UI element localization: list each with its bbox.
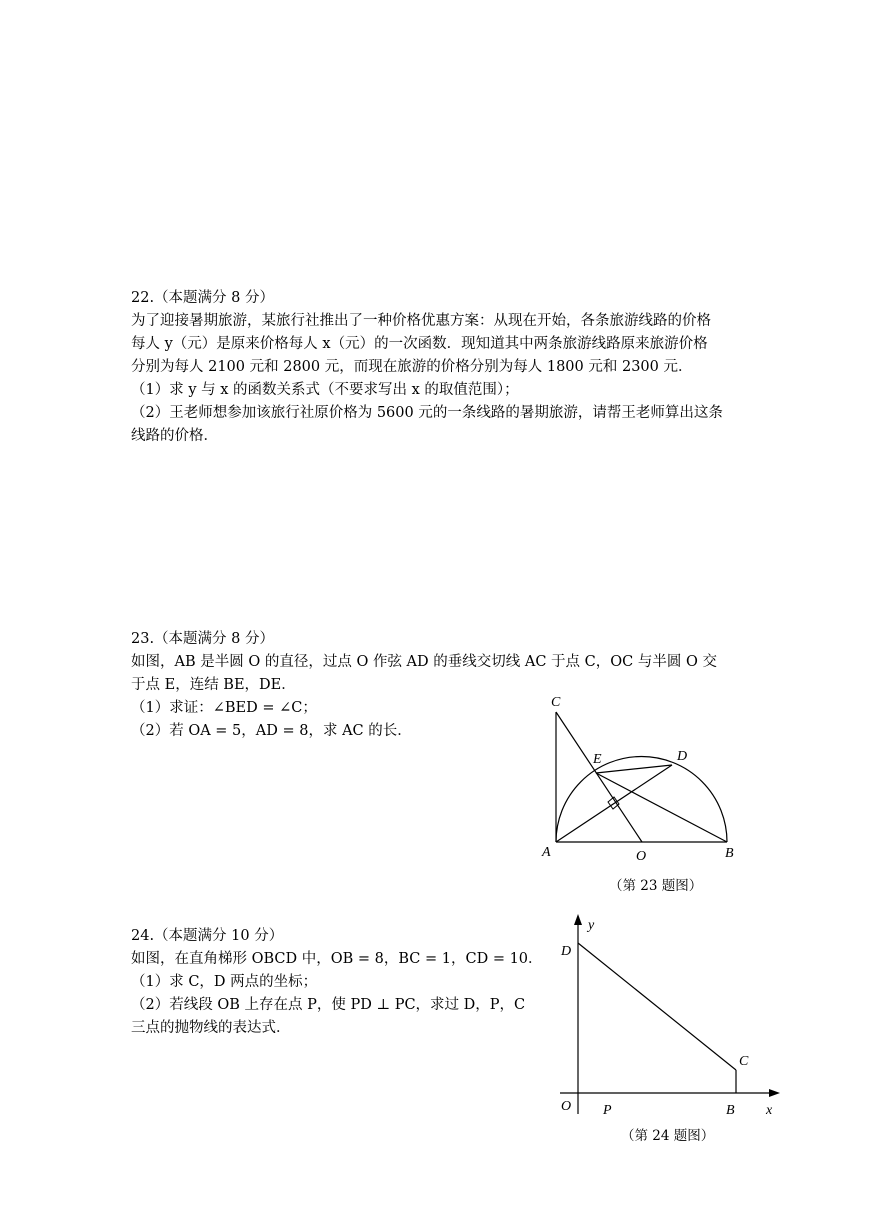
label-b: B — [725, 846, 734, 861]
q22-line-1: 为了迎接暑期旅游，某旅行社推出了一种价格优惠方案：从现在开始，各条旅游线路的价格 — [131, 313, 711, 329]
label-x: x — [766, 1103, 773, 1118]
label-a: A — [542, 845, 551, 860]
q23-heading: 23.（本题满分 8 分） — [131, 631, 275, 647]
label-c: C — [551, 695, 561, 710]
label-y: y — [588, 918, 595, 933]
q22-part-1: （1）求 y 与 x 的函数关系式（不要求写出 x 的取值范围）； — [131, 382, 519, 398]
label-c: C — [739, 1054, 749, 1069]
q24-caption: （第 24 题图） — [621, 1128, 715, 1144]
label-b: B — [726, 1103, 735, 1118]
label-p: P — [603, 1103, 612, 1118]
x-axis-arrow-icon — [769, 1089, 780, 1097]
label-o: O — [636, 849, 647, 864]
q24-part-1: （1）求 C，D 两点的坐标； — [131, 974, 318, 990]
label-o: O — [561, 1099, 572, 1114]
y-axis-arrow-icon — [574, 914, 582, 925]
q23-line-1: 如图，AB 是半圆 O 的直径，过点 O 作弦 AD 的垂线交切线 AC 于点 C，OC 与半圆 O 交 — [131, 654, 717, 670]
q22-line-3: 分别为每人 2100 元和 2800 元，而现在旅游的价格分别为每人 1800 元和 2300 元． — [131, 359, 693, 375]
label-d: D — [561, 944, 572, 959]
q23-line-2: 于点 E，连结 BE，DE． — [131, 677, 296, 693]
q24-part-2: （2）若线段 OB 上存在点 P，使 PD ⊥ PC，求过 D，P，C — [131, 997, 526, 1013]
label-d: D — [677, 749, 688, 764]
q23-part-2: （2）若 OA = 5，AD = 8，求 AC 的长． — [131, 723, 412, 739]
label-e: E — [593, 752, 602, 767]
q22-line-2: 每人 y（元）是原来价格每人 x（元）的一次函数．现知道其中两条旅游线路原来旅游价格 — [131, 336, 708, 352]
q24-line-4: 三点的抛物线的表达式． — [131, 1020, 291, 1036]
q23-caption: （第 23 题图） — [609, 878, 703, 894]
q22-heading: 22.（本题满分 8 分） — [131, 290, 275, 306]
q23-part-1: （1）求证：∠BED = ∠C； — [131, 700, 317, 716]
q24-heading: 24.（本题满分 10 分） — [131, 928, 284, 944]
q22-line-6: 线路的价格． — [131, 428, 218, 444]
segment-dc — [578, 943, 736, 1070]
q24-line-1: 如图，在直角梯形 OBCD 中，OB = 8，BC = 1，CD = 10． — [131, 951, 543, 967]
q22-part-2: （2）王老师想参加该旅行社原价格为 5600 元的一条线路的暑期旅游，请帮王老师算出这条 — [131, 405, 723, 421]
